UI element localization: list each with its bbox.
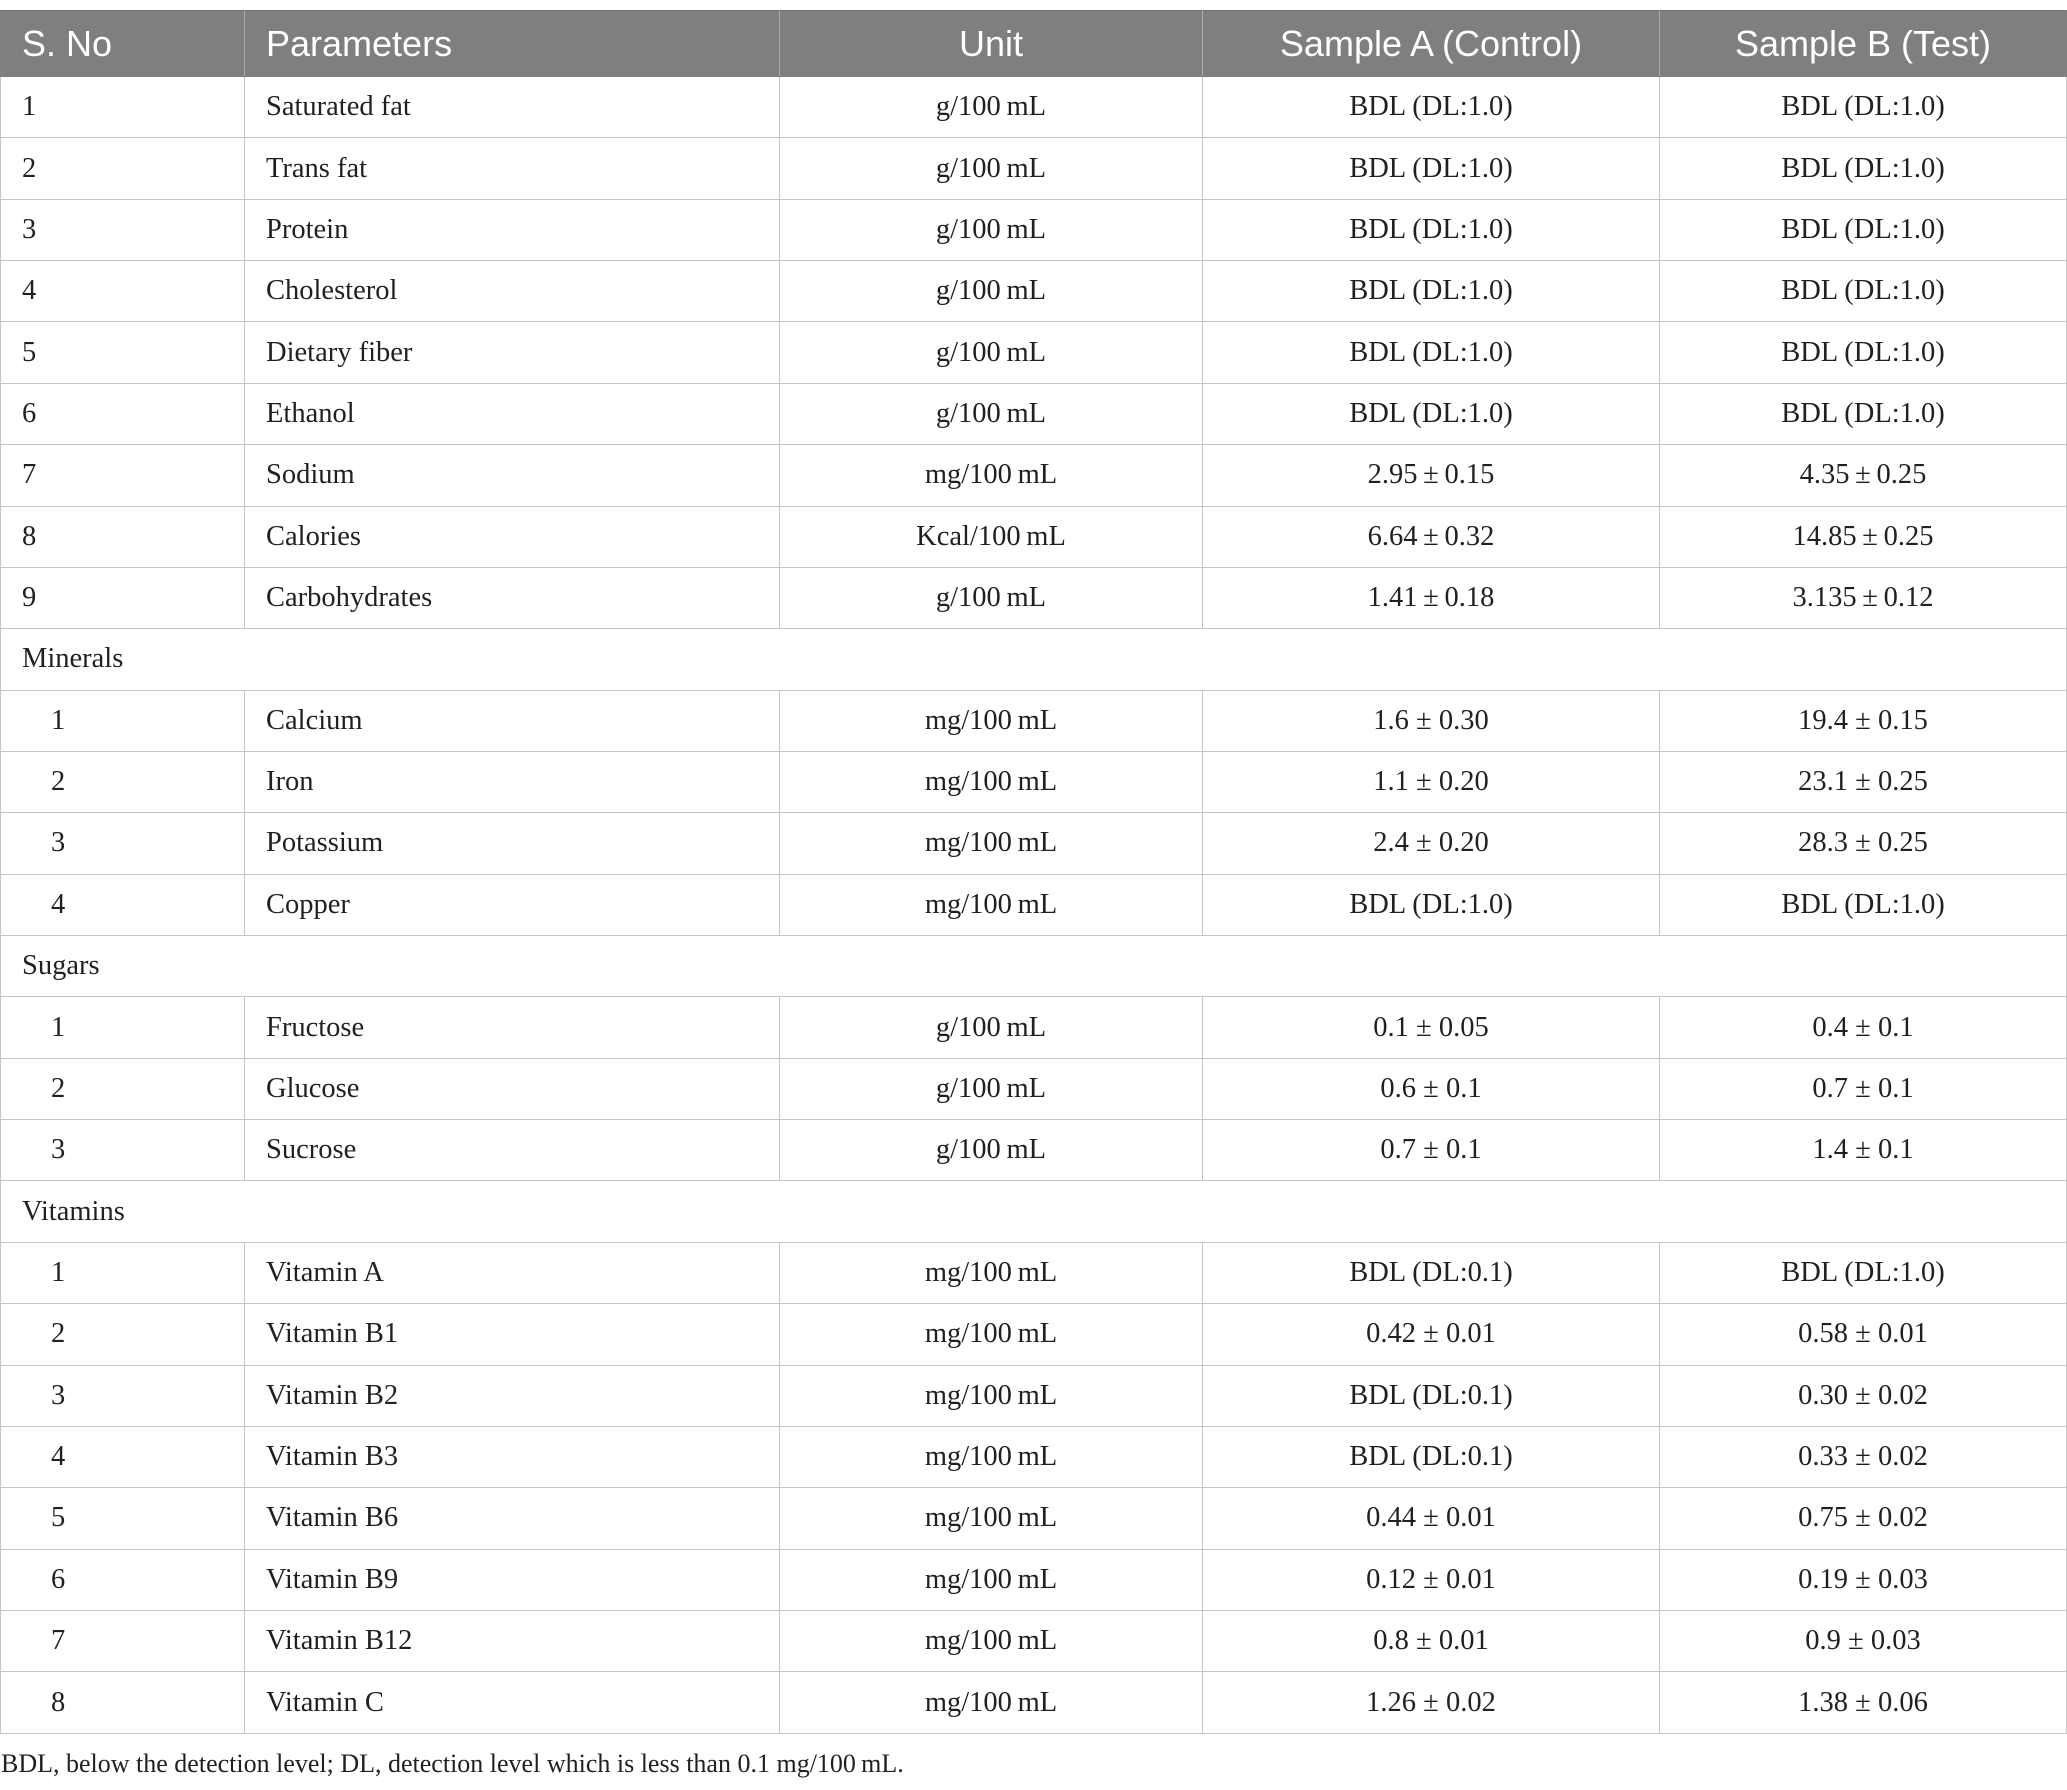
cell-unit: g/100 mL: [780, 199, 1203, 260]
table-footnote: BDL, below the detection level; DL, detection level which is less than 0.1 mg/100 mL.: [1, 1749, 904, 1778]
header-row: [1, 11, 2067, 77]
cell-sno: 2: [1, 138, 245, 199]
cell-sno: 2: [1, 1304, 245, 1365]
cell-sample-b: BDL (DL:1.0): [1660, 322, 2067, 383]
table-row: [1, 199, 2067, 260]
cell-parameter: Vitamin B1: [245, 1304, 780, 1365]
section-label: Sugars: [1, 936, 2067, 997]
cell-unit: mg/100 mL: [780, 690, 1203, 751]
cell-sno: 5: [1, 322, 245, 383]
table-row: [1, 1549, 2067, 1610]
cell-unit: mg/100 mL: [780, 1610, 1203, 1671]
cell-sample-a: BDL (DL:0.1): [1203, 1365, 1660, 1426]
cell-sample-a: 0.1 ± 0.05: [1203, 997, 1660, 1058]
section-row-sugars: [1, 936, 2067, 997]
cell-parameter: Iron: [245, 751, 780, 812]
cell-parameter: Vitamin C: [245, 1672, 780, 1733]
cell-sample-b: 0.9 ± 0.03: [1660, 1610, 2067, 1671]
cell-sample-a: 1.26 ± 0.02: [1203, 1672, 1660, 1733]
cell-sample-b: 0.58 ± 0.01: [1660, 1304, 2067, 1365]
cell-unit: mg/100 mL: [780, 1426, 1203, 1487]
table-row: [1, 138, 2067, 199]
cell-unit: g/100 mL: [780, 77, 1203, 138]
cell-sample-b: 0.7 ± 0.1: [1660, 1058, 2067, 1119]
table-row: [1, 1488, 2067, 1549]
cell-sample-b: 0.19 ± 0.03: [1660, 1549, 2067, 1610]
cell-sample-a: 2.4 ± 0.20: [1203, 813, 1660, 874]
cell-unit: Kcal/100 mL: [780, 506, 1203, 567]
cell-sno: 3: [1, 199, 245, 260]
cell-sample-a: BDL (DL:0.1): [1203, 1242, 1660, 1303]
table-row: [1, 690, 2067, 751]
cell-unit: mg/100 mL: [780, 1304, 1203, 1365]
cell-parameter: Glucose: [245, 1058, 780, 1119]
cell-sample-b: BDL (DL:1.0): [1660, 77, 2067, 138]
cell-sno: 3: [1, 1120, 245, 1181]
header-sample-b: Sample B (Test): [1660, 11, 2067, 77]
cell-sample-b: 0.4 ± 0.1: [1660, 997, 2067, 1058]
section-label: Vitamins: [1, 1181, 2067, 1242]
cell-unit: mg/100 mL: [780, 1242, 1203, 1303]
cell-sno: 8: [1, 1672, 245, 1733]
cell-unit: g/100 mL: [780, 322, 1203, 383]
cell-sno: 6: [1, 1549, 245, 1610]
cell-parameter: Sucrose: [245, 1120, 780, 1181]
cell-sno: 7: [1, 1610, 245, 1671]
cell-sno: 2: [1, 1058, 245, 1119]
cell-parameter: Dietary fiber: [245, 322, 780, 383]
cell-sno: 6: [1, 383, 245, 444]
table-row: [1, 1610, 2067, 1671]
table-row: [1, 261, 2067, 322]
cell-sample-b: 3.135 ± 0.12: [1660, 567, 2067, 628]
cell-sno: 2: [1, 751, 245, 812]
cell-sample-a: 2.95 ± 0.15: [1203, 445, 1660, 506]
table-header: [1, 11, 2067, 77]
cell-sample-b: BDL (DL:1.0): [1660, 874, 2067, 935]
cell-sample-a: 1.1 ± 0.20: [1203, 751, 1660, 812]
cell-unit: g/100 mL: [780, 1058, 1203, 1119]
cell-parameter: Fructose: [245, 997, 780, 1058]
cell-parameter: Saturated fat: [245, 77, 780, 138]
cell-sno: 4: [1, 261, 245, 322]
header-sno: S. No: [1, 11, 245, 77]
cell-sno: 9: [1, 567, 245, 628]
table-row: [1, 383, 2067, 444]
cell-parameter: Ethanol: [245, 383, 780, 444]
cell-parameter: Vitamin B12: [245, 1610, 780, 1671]
cell-parameter: Vitamin B9: [245, 1549, 780, 1610]
cell-unit: mg/100 mL: [780, 445, 1203, 506]
header-sample-a: Sample A (Control): [1203, 11, 1660, 77]
cell-sample-b: BDL (DL:1.0): [1660, 199, 2067, 260]
table-body: [1, 77, 2067, 1734]
cell-sample-a: 0.6 ± 0.1: [1203, 1058, 1660, 1119]
cell-sno: 5: [1, 1488, 245, 1549]
section-label: Minerals: [1, 629, 2067, 690]
header-parameters: Parameters: [245, 11, 780, 77]
cell-parameter: Calcium: [245, 690, 780, 751]
table-row: [1, 813, 2067, 874]
cell-sample-a: BDL (DL:0.1): [1203, 1426, 1660, 1487]
cell-parameter: Calories: [245, 506, 780, 567]
header-unit: Unit: [780, 11, 1203, 77]
cell-sample-b: BDL (DL:1.0): [1660, 1242, 2067, 1303]
nutrition-table: [0, 10, 2067, 1734]
cell-sample-a: BDL (DL:1.0): [1203, 138, 1660, 199]
cell-unit: mg/100 mL: [780, 1549, 1203, 1610]
cell-sample-b: BDL (DL:1.0): [1660, 138, 2067, 199]
cell-sample-a: BDL (DL:1.0): [1203, 77, 1660, 138]
cell-parameter: Protein: [245, 199, 780, 260]
cell-parameter: Vitamin B3: [245, 1426, 780, 1487]
table-row: [1, 1058, 2067, 1119]
cell-sample-a: 0.44 ± 0.01: [1203, 1488, 1660, 1549]
table-row: [1, 1365, 2067, 1426]
table-row: [1, 997, 2067, 1058]
cell-sample-b: 14.85 ± 0.25: [1660, 506, 2067, 567]
cell-sample-b: 4.35 ± 0.25: [1660, 445, 2067, 506]
cell-unit: g/100 mL: [780, 138, 1203, 199]
cell-unit: g/100 mL: [780, 997, 1203, 1058]
table-row: [1, 751, 2067, 812]
section-row-minerals: [1, 629, 2067, 690]
cell-unit: g/100 mL: [780, 383, 1203, 444]
cell-sample-a: BDL (DL:1.0): [1203, 261, 1660, 322]
cell-sample-b: 1.38 ± 0.06: [1660, 1672, 2067, 1733]
cell-sample-a: BDL (DL:1.0): [1203, 322, 1660, 383]
cell-parameter: Sodium: [245, 445, 780, 506]
cell-unit: mg/100 mL: [780, 1488, 1203, 1549]
table-row: [1, 1672, 2067, 1733]
cell-sample-b: 0.30 ± 0.02: [1660, 1365, 2067, 1426]
cell-parameter: Vitamin B6: [245, 1488, 780, 1549]
cell-sno: 4: [1, 1426, 245, 1487]
cell-sample-a: BDL (DL:1.0): [1203, 383, 1660, 444]
cell-parameter: Vitamin B2: [245, 1365, 780, 1426]
section-row-vitamins: [1, 1181, 2067, 1242]
cell-sample-b: BDL (DL:1.0): [1660, 261, 2067, 322]
table-row: [1, 1120, 2067, 1181]
cell-parameter: Copper: [245, 874, 780, 935]
cell-sample-a: BDL (DL:1.0): [1203, 874, 1660, 935]
cell-sample-a: 1.6 ± 0.30: [1203, 690, 1660, 751]
cell-sample-b: 0.33 ± 0.02: [1660, 1426, 2067, 1487]
cell-unit: mg/100 mL: [780, 751, 1203, 812]
cell-unit: mg/100 mL: [780, 1672, 1203, 1733]
cell-sample-a: 6.64 ± 0.32: [1203, 506, 1660, 567]
cell-unit: mg/100 mL: [780, 813, 1203, 874]
cell-sample-b: 19.4 ± 0.15: [1660, 690, 2067, 751]
table-row: [1, 1304, 2067, 1365]
table-row: [1, 1426, 2067, 1487]
cell-sample-b: 1.4 ± 0.1: [1660, 1120, 2067, 1181]
cell-sno: 4: [1, 874, 245, 935]
table-row: [1, 77, 2067, 138]
cell-unit: g/100 mL: [780, 567, 1203, 628]
cell-parameter: Cholesterol: [245, 261, 780, 322]
table-row: [1, 1242, 2067, 1303]
cell-unit: g/100 mL: [780, 261, 1203, 322]
cell-sample-a: 0.42 ± 0.01: [1203, 1304, 1660, 1365]
cell-sno: 1: [1, 997, 245, 1058]
cell-sample-a: 0.12 ± 0.01: [1203, 1549, 1660, 1610]
cell-sno: 1: [1, 1242, 245, 1303]
cell-sample-a: 0.8 ± 0.01: [1203, 1610, 1660, 1671]
cell-sno: 1: [1, 77, 245, 138]
cell-sample-a: 1.41 ± 0.18: [1203, 567, 1660, 628]
cell-sample-b: 0.75 ± 0.02: [1660, 1488, 2067, 1549]
table-row: [1, 567, 2067, 628]
cell-sample-a: BDL (DL:1.0): [1203, 199, 1660, 260]
cell-parameter: Potassium: [245, 813, 780, 874]
cell-sno: 3: [1, 813, 245, 874]
cell-parameter: Vitamin A: [245, 1242, 780, 1303]
cell-unit: mg/100 mL: [780, 1365, 1203, 1426]
table-row: [1, 874, 2067, 935]
cell-sno: 8: [1, 506, 245, 567]
cell-unit: g/100 mL: [780, 1120, 1203, 1181]
table-row: [1, 322, 2067, 383]
table-row: [1, 506, 2067, 567]
cell-parameter: Carbohydrates: [245, 567, 780, 628]
cell-sno: 3: [1, 1365, 245, 1426]
table-row: [1, 445, 2067, 506]
cell-sample-b: BDL (DL:1.0): [1660, 383, 2067, 444]
cell-sample-b: 28.3 ± 0.25: [1660, 813, 2067, 874]
cell-sample-a: 0.7 ± 0.1: [1203, 1120, 1660, 1181]
cell-sno: 1: [1, 690, 245, 751]
cell-sample-b: 23.1 ± 0.25: [1660, 751, 2067, 812]
cell-unit: mg/100 mL: [780, 874, 1203, 935]
cell-sno: 7: [1, 445, 245, 506]
cell-parameter: Trans fat: [245, 138, 780, 199]
